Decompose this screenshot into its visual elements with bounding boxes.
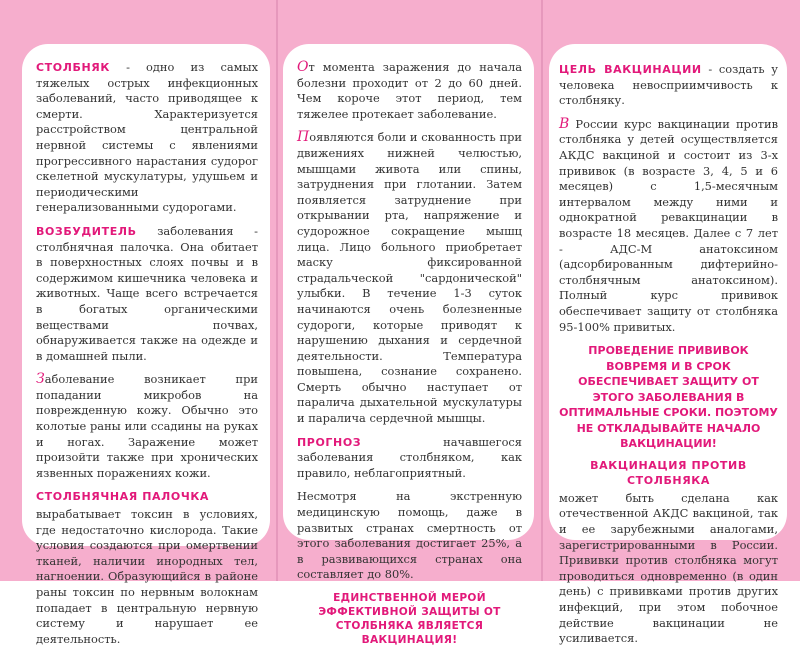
keyword-tetanus-bacillus: СТОЛБНЯЧНАЯ ПАЛОЧКА: [36, 490, 210, 504]
paragraph-incubation: [297, 60, 522, 122]
text-causative-agent: заболевания - столбнячная палочка. Она обитает в поверхностных слоях почвы и в содержимом кишечника человека и животных. Чаще всего встречается в богатых органическими веществами почвах, обнаруживается также на одежде и в домашней пыли.: [36, 223, 258, 363]
paragraph-tetanus-definition: [36, 60, 258, 216]
text-vaccines: может быть сделана как отечественной АКДС вакциной, так и ее зарубежными аналогами, зарегистрированными в России. Прививки против столбняка могут проводиться одновременно (в один день) с прививками против других инфекций, при этом побочное действие вакцинации не усиливается.: [559, 490, 778, 646]
callout-only-protection: ЕДИНСТВЕННОЙ МЕРОЙ ЭФФЕКТИВНОЙ ЗАЩИТЫ ОТ СТОЛБНЯКА ЯВЛЯЕТСЯ ВАКЦИНАЦИЯ!: [318, 592, 501, 646]
fold-line-left: [276, 0, 278, 581]
paragraph-infection-route: [36, 372, 258, 481]
paragraph-symptoms: [297, 130, 522, 426]
drop-cap-course: В: [559, 115, 570, 132]
paragraph-vaccination-goal: [559, 62, 778, 109]
keyword-causative-agent: ВОЗБУДИТЕЛЬ: [36, 224, 137, 238]
paragraph-prognosis: [297, 435, 522, 482]
drop-cap-infection: З: [36, 371, 45, 388]
drop-cap-incubation: О: [297, 59, 309, 75]
callout-vaccinate-on-time: ПРОВЕДЕНИЕ ПРИВИВОК ВОВРЕМЯ И В СРОК ОБЕСПЕЧИВАЕТ ЗАЩИТУ ОТ ЭТОГО ЗАБОЛЕВАНИЯ В ОПТИМАЛЬНЫЕ СРОКИ. ПОЭТОМУ НЕ ОТКЛАДЫВАЙТЕ НАЧАЛО ВАКЦИНАЦИИ!: [559, 344, 778, 451]
keyword-vaccination-against-tetanus: ВАКЦИНАЦИЯ ПРОТИВ СТОЛБНЯКА: [590, 458, 747, 488]
text-vaccination-course: России курс вакцинации против столбняка у детей осуществляется АКДС вакциной и состоит из 3-х прививок (в возрасте 3, 4, 5 и 6 месяцев) с 1,5-месячным интервалом между ними и однократной ревакцинации в возрасте 18 месяцев. Далее с 7 лет - АДС-М анатоксином (адсорбированным дифтерийно-столбнячным анатоксином). Полный курс прививок обеспечивает защиту от столбняка 95-100% привитых.: [559, 116, 778, 334]
paragraph-causative-agent: [36, 224, 258, 364]
panel-vaccination: [549, 44, 787, 646]
keyword-tetanus: СТОЛБНЯК: [36, 61, 110, 74]
text-incubation: т момента заражения до начала болезни проходит от 2 до 60 дней. Чем короче этот период, тем тяжелее протекает заболевание.: [297, 60, 522, 121]
panel-symptoms: [283, 44, 534, 646]
text-vaccination-goal: - создать у человека невосприимчивость к столбняку.: [559, 62, 778, 108]
keyword-vaccination-goal: ЦЕЛЬ ВАКЦИНАЦИИ: [559, 63, 702, 76]
paragraph-tetanus-bacillus: [36, 489, 258, 647]
text-tetanus-definition: - одно из самых тяжелых острых инфекционных заболеваний, часто приводящее к смерти. Характеризуется расстройством центральной нервной системы с явлениями прогрессивного нарастания судорог скелетной мускулатуры, удушьем и периодическими генерализованными судорогами.: [36, 60, 258, 215]
paragraph-vaccination-course: [559, 117, 778, 335]
panel-disease-description: [22, 44, 270, 646]
text-infection-route: аболевание возникает при попадании микробов на поврежденную кожу. Обычно это колотые раны или ссадины на руках и ногах. Заражение может произойти также при хронических язвенных поражениях кожи.: [36, 372, 258, 480]
text-tetanus-bacillus: вырабатывает токсин в условиях, где недостаточно кислорода. Такие условия создаются при омертвении тканей, наличии инородных тел, нагноении. Образующийся в районе раны токсин по нервным волокнам попадает в центральную нервную систему и нарушает ее деятельность.: [36, 507, 258, 646]
paragraph-mortality: Несмотря на экстренную медицинскую помощь, даже в развитых странах смертность от этого заболевания достигает 25%, а в развивающихся странах она составляет до 80%.: [297, 489, 522, 582]
fold-line-right: [541, 0, 543, 581]
text-symptoms: оявляются боли и скованность при движениях нижней челюстью, мышцами живота или спины, затруднения при глотании. Затем появляется затруднение при открывании рта, напряжение и судорожное сокращение мышц лица. Лицо больного приобретает маску фиксированной страдальческой "сардонической" улыбки. В течение 1-3 суток начинаются очень болезненные судороги, которые приводят к нарушению дыхания и сердечной деятельности. Температура повышена, сознание сохранено. Смерть обычно наступает от паралича дыхательной мускулатуры и паралича сердечной мышцы.: [297, 130, 522, 426]
text-prognosis: начавшегося заболевания столбняком, как правило, неблагоприятный.: [297, 434, 522, 480]
drop-cap-symptoms: П: [297, 129, 310, 146]
paragraph-vaccines: [559, 458, 778, 647]
keyword-prognosis: ПРОГНОЗ: [297, 435, 362, 449]
